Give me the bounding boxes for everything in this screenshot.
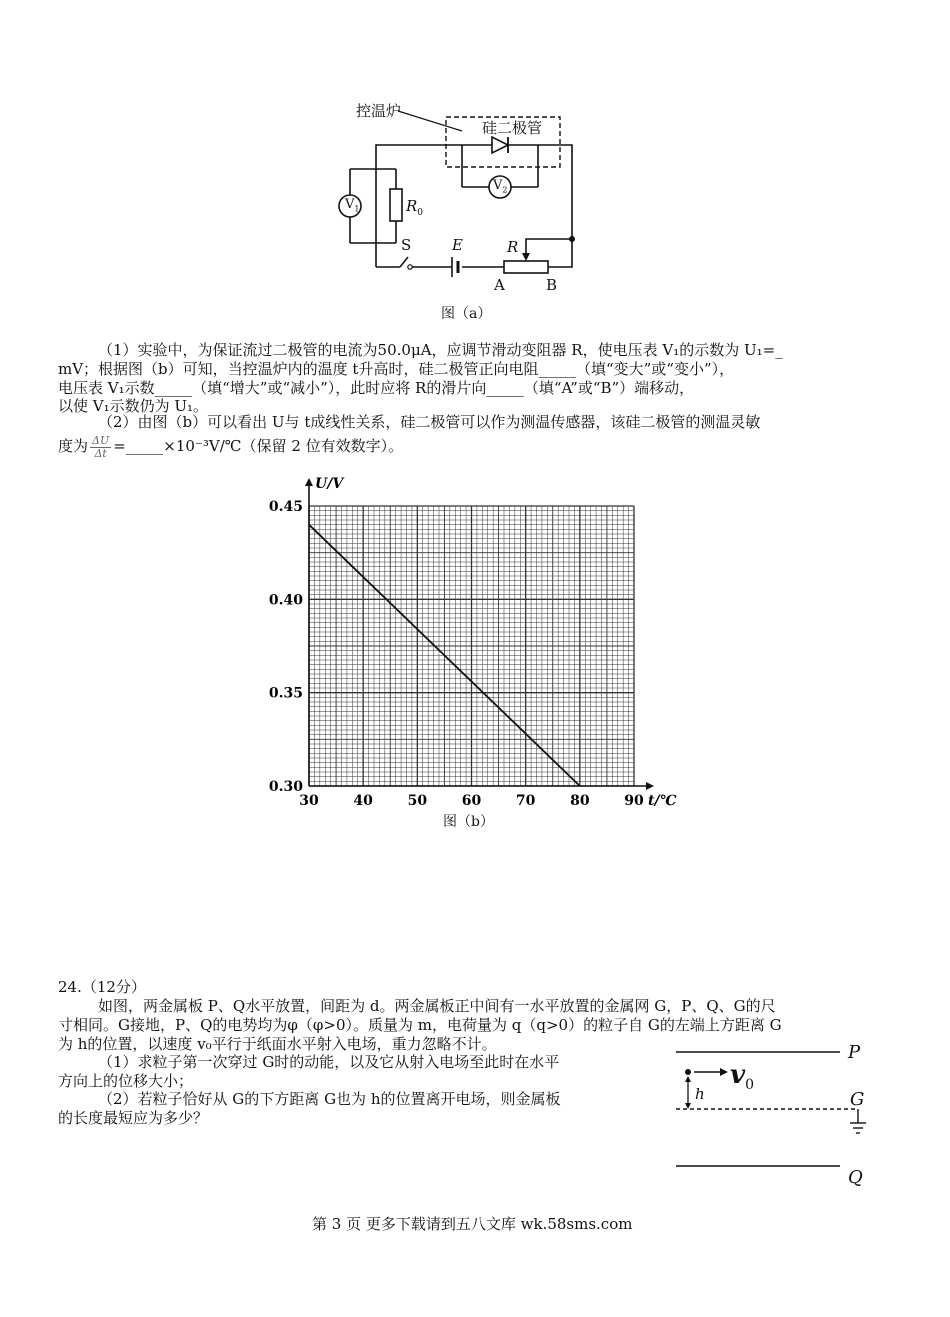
q24-header: 24.（12分）	[58, 978, 146, 996]
x-axis-label: t/℃	[648, 793, 677, 806]
resistor-r0-label: $R_0$	[406, 197, 424, 218]
voltmeter-v1-label: $V_1$	[345, 197, 360, 214]
q23-part1-line3: 电压表 V₁示数_____（填“增大”或“减小”），此时应将 R的滑片向_____（填“A”或“B”）端移动，	[58, 379, 695, 397]
x-tick-label: 30	[299, 793, 319, 806]
height-h-label: h	[695, 1085, 705, 1103]
plates-diagram	[672, 1040, 872, 1188]
q23-part2-line2: 度为 $\frac{\Delta U}{\Delta t}$ =_____×10⁻³V/℃（保留 2 位有效数字）。	[58, 433, 404, 460]
x-axis-arrow	[646, 782, 654, 790]
y-tick-label: 0.30	[268, 779, 303, 795]
q23-part1-line1: （1）实验中，为保证流过二极管的电流为50.0μA，应调节滑动变阻器 R，使电压表 V₁的示数为 U₁=_	[98, 341, 783, 359]
x-tick-label: 80	[570, 793, 590, 806]
q24-line7: 的长度最短应为多少？	[58, 1109, 209, 1127]
q24-line5: 方向上的位移大小；	[58, 1072, 194, 1090]
switch-s-label: S	[401, 236, 412, 254]
y-tick-label: 0.45	[268, 499, 303, 515]
x-tick-label: 40	[353, 793, 373, 806]
q24-line2: 寸相同。G接地，P、Q的电势均为φ（φ>0）。质量为 m，电荷量为 q（q>0）的粒子自 G的左端上方距离 G	[58, 1016, 782, 1034]
q24-line1: 如图，两金属板 P、Q水平放置，间距为 d。两金属板正中间有一水平放置的金属网 G，P、Q、G的尺	[98, 997, 776, 1015]
plate-p-label: P	[848, 1042, 861, 1063]
u-t-chart	[262, 476, 692, 806]
voltmeter-v2-label: $V_2$	[493, 178, 508, 195]
y-axis-arrow	[305, 478, 313, 486]
rheostat-r-label: R	[507, 238, 519, 256]
q23-part1-line2: mV；根据图（b）可知，当控温炉内的温度 t升高时，硅二极管正向电阻_____（填“变大”或“变小”），	[58, 360, 735, 378]
x-tick-label: 50	[407, 793, 428, 806]
x-tick-label: 60	[461, 793, 482, 806]
figure-b-caption: 图（b）	[443, 814, 494, 830]
q23-part2-line1: （2）由图（b）可以看出 U与 t成线性关系，硅二极管可以作为测温传感器，该硅二极管的测温灵敏	[98, 413, 761, 431]
y-tick-label: 0.40	[268, 592, 303, 609]
x-tick-label: 70	[515, 793, 536, 806]
q23-part1-line4: 以使 V₁示数仍为 U₁。	[58, 397, 209, 415]
q24-line6: （2）若粒子恰好从 G的下方距离 G也为 h的位置离开电场，则金属板	[98, 1090, 561, 1108]
figure-a-caption: 图（a）	[441, 306, 492, 322]
diode-label: 硅二极管	[482, 119, 543, 137]
y-axis-label: U/V	[315, 476, 344, 492]
q24-line3: 为 h的位置，以速度 v₀平行于纸面水平射入电场，重力忽略不计。	[58, 1035, 497, 1053]
plate-q-label: Q	[848, 1167, 863, 1188]
y-tick-label: 0.35	[268, 685, 303, 702]
terminal-b-label: B	[546, 276, 558, 294]
terminal-a-label: A	[494, 276, 505, 294]
emf-e-label: E	[452, 236, 463, 254]
q24-line4: （1）求粒子第一次穿过 G时的动能，以及它从射入电场至此时在水平	[98, 1053, 560, 1071]
mesh-g-label: G	[850, 1089, 865, 1110]
furnace-label: 控温炉	[356, 102, 402, 120]
x-tick-label: 90	[624, 793, 644, 806]
velocity-v0-label: $v_0$	[730, 1060, 755, 1094]
page-footer: 第 3 页 更多下载请到五八文库 wk.58sms.com	[312, 1215, 633, 1233]
sensitivity-fraction: $\frac{\Delta U}{\Delta t}$	[92, 433, 110, 460]
